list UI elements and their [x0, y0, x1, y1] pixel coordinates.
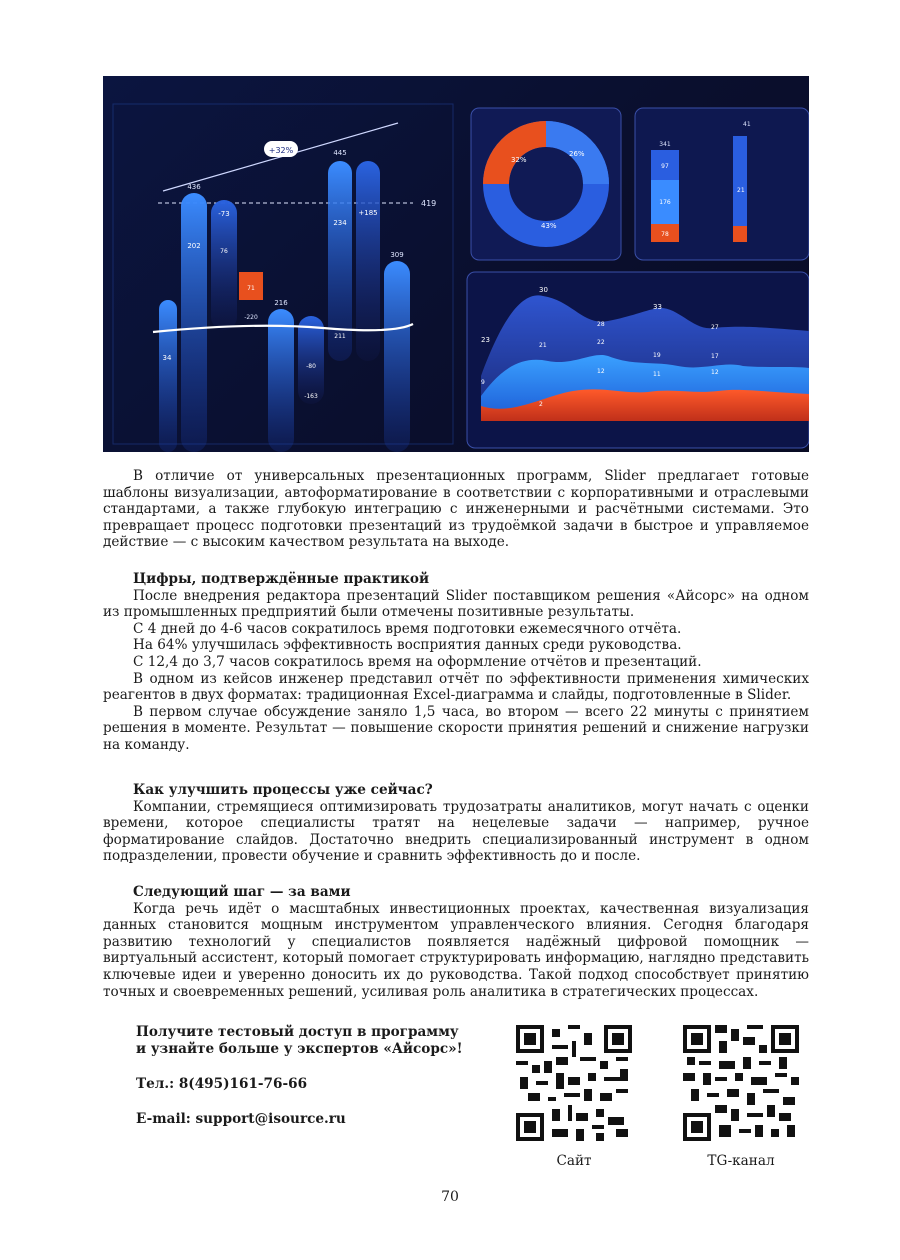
svg-text:41: 41	[743, 121, 751, 128]
svg-text:341: 341	[659, 141, 671, 148]
svg-text:33: 33	[653, 303, 662, 311]
qr-code-tg[interactable]	[683, 1025, 799, 1141]
section-results-p4: С 12,4 до 3,7 часов сократилось время на оформление отчётов и презентаций.	[133, 653, 702, 670]
svg-text:21: 21	[737, 187, 745, 194]
svg-text:34: 34	[162, 354, 172, 362]
svg-text:234: 234	[333, 219, 347, 227]
page-number: 70	[441, 1189, 459, 1205]
donut-chart-panel	[471, 108, 621, 260]
svg-text:76: 76	[220, 248, 228, 255]
svg-text:43%: 43%	[541, 222, 557, 230]
section-next-step	[103, 884, 809, 1000]
section-results-title: Цифры, подтверждённые практикой	[133, 571, 430, 587]
svg-text:23: 23	[481, 336, 490, 344]
cta-phone[interactable]: Тел.: 8(495)161-76-66	[136, 1076, 308, 1092]
svg-text:22: 22	[597, 339, 605, 346]
stacked-bar-panel	[635, 108, 809, 260]
section-results-p1: После внедрения редактора презентаций Slider поставщиком решения «Айсорс» на одном из промышленных предприятий были отмечены позитивные результаты.	[103, 587, 809, 621]
line-value: 419	[421, 199, 437, 208]
section-next-step-title: Следующий шаг — за вами	[133, 884, 351, 900]
svg-text:19: 19	[653, 352, 661, 359]
cta-email[interactable]: E-mail: support@isource.ru	[136, 1111, 346, 1127]
svg-text:28: 28	[597, 321, 605, 328]
svg-text:32%: 32%	[511, 156, 527, 164]
qr-tg-label: TG-канал	[707, 1153, 775, 1169]
cta-line2: и узнайте больше у экспертов «Айсорс»!	[136, 1041, 463, 1057]
section-improve-title: Как улучшить процессы уже сейчас?	[133, 782, 433, 798]
svg-text:12: 12	[711, 369, 719, 376]
svg-text:78: 78	[661, 231, 669, 238]
intro-paragraph	[103, 468, 809, 551]
svg-text:26%: 26%	[569, 150, 585, 158]
svg-text:-73: -73	[218, 210, 230, 218]
area-chart-panel	[467, 272, 809, 448]
svg-text:9: 9	[481, 379, 485, 386]
svg-text:211: 211	[334, 333, 346, 340]
qr-code-site[interactable]	[516, 1025, 632, 1141]
trend-label: +32%	[268, 146, 294, 155]
qr-site-icon	[516, 1025, 632, 1141]
cta-block	[136, 1024, 476, 1128]
section-results-p2: С 4 дней до 4-6 часов сократилось время подготовки ежемесячного отчёта.	[133, 620, 682, 637]
bar-chart-panel	[113, 104, 453, 452]
svg-text:176: 176	[659, 199, 671, 206]
svg-text:21: 21	[539, 342, 547, 349]
svg-text:+185: +185	[358, 209, 378, 217]
svg-text:436: 436	[187, 183, 201, 191]
svg-text:27: 27	[711, 324, 719, 331]
svg-text:-163: -163	[304, 393, 318, 400]
svg-text:11: 11	[653, 371, 661, 378]
svg-text:71: 71	[247, 285, 255, 292]
cta-line1: Получите тестовый доступ в программу	[136, 1024, 459, 1040]
section-results-p5: В одном из кейсов инженер представил отчёт по эффективности применения химических реагентов в двух форматах: традиционная Excel-диаграмма и слайды, подготовленные в Slider.	[103, 670, 809, 704]
section-results	[103, 571, 809, 754]
hero-dashboard-image	[103, 76, 809, 452]
section-results-p3: На 64% улучшилась эффективность восприятия данных среди руководства.	[133, 637, 682, 654]
svg-text:-80: -80	[306, 363, 316, 370]
svg-text:-220: -220	[244, 314, 258, 321]
svg-text:202: 202	[187, 242, 201, 250]
svg-text:97: 97	[661, 163, 669, 170]
section-next-step-p1: Когда речь идёт о масштабных инвестиционных проектах, качественная визуализация данных становится мощным инструментом управленческого влияния. Сегодня благодаря развитию технологий у специалистов появляется надёжный цифровой помощник — виртуальный ассистент, который помогает структурировать информацию, наглядно представить ключевые идеи и уверенно доносить их до руководства. Такой подход способствует принятию точных и своевременных решений, усиливая роль аналитика в стратегических процессах.	[103, 900, 809, 1000]
svg-text:216: 216	[274, 299, 288, 307]
svg-text:12: 12	[597, 368, 605, 375]
svg-text:2: 2	[539, 401, 543, 408]
svg-text:309: 309	[390, 251, 404, 259]
section-improve-p1: Компании, стремящиеся оптимизировать трудозатраты аналитиков, могут начать с оценки времени, которое специалисты тратят на нецелевые задачи — например, ручное форматирование слайдов. Достаточно внедрить специализированный инструмент в одном подразделении, провести обучение и сравнить эффективность до и после.	[103, 798, 809, 865]
intro-text: В отличие от универсальных презентационных программ, Slider предлагает готовые шаблоны визуализации, автоформатирование в соответствии с корпоративными и отраслевыми стандартами, а также глубокую интеграцию с инженерными и расчётными системами. Это превращает процесс подготовки презентаций из трудоёмкой задачи в быстрое и управляемое действие — с высоким качеством результата на выходе.	[103, 468, 809, 551]
svg-text:30: 30	[539, 286, 548, 294]
section-improve	[103, 782, 809, 865]
svg-text:445: 445	[333, 149, 347, 157]
svg-text:17: 17	[711, 353, 719, 360]
qr-tg-icon	[683, 1025, 799, 1141]
qr-site-label: Сайт	[556, 1153, 592, 1169]
section-results-p6: В первом случае обсуждение заняло 1,5 часа, во втором — всего 22 минуты с принятием решения в моменте. Результат — повышение скорости принятия решений и снижение нагрузки на команду.	[103, 703, 809, 753]
